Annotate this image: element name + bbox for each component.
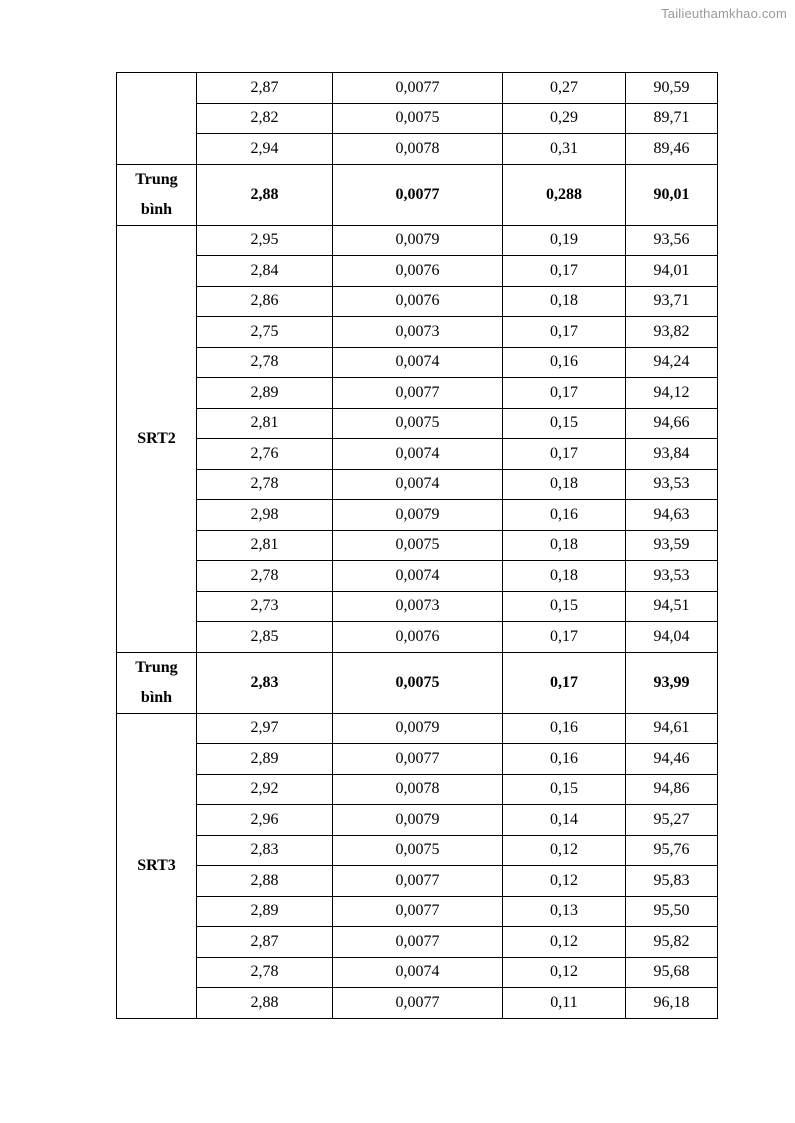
average-value-cell: 0,288: [503, 164, 626, 225]
table-row: [117, 286, 718, 317]
value-cell: 0,31: [503, 134, 626, 165]
average-value-cell: 90,01: [626, 164, 718, 225]
value-cell: 2,83: [197, 835, 333, 866]
value-cell: 0,17: [503, 378, 626, 409]
value-cell: 95,83: [626, 866, 718, 897]
value-cell: 95,50: [626, 896, 718, 927]
value-cell: 94,24: [626, 347, 718, 378]
value-cell: 94,61: [626, 713, 718, 744]
value-cell: 0,15: [503, 408, 626, 439]
value-cell: 94,01: [626, 256, 718, 287]
average-value-cell: 2,83: [197, 652, 333, 713]
value-cell: 2,78: [197, 561, 333, 592]
value-cell: 0,17: [503, 256, 626, 287]
watermark-text: Tailieuthamkhao.com: [661, 6, 787, 21]
value-cell: 0,12: [503, 957, 626, 988]
average-label-line2: bình: [140, 688, 173, 706]
value-cell: 0,0077: [333, 896, 503, 927]
value-cell: 89,71: [626, 103, 718, 134]
value-cell: 0,18: [503, 286, 626, 317]
table-row: [117, 744, 718, 775]
value-cell: 0,0076: [333, 256, 503, 287]
value-cell: 94,51: [626, 591, 718, 622]
value-cell: 90,59: [626, 73, 718, 104]
table-row: [117, 317, 718, 348]
value-cell: 2,76: [197, 439, 333, 470]
value-cell: 0,27: [503, 73, 626, 104]
table-row: [117, 378, 718, 409]
table-row: [117, 805, 718, 836]
group-label: SRT3: [117, 713, 197, 1018]
table-row: [117, 622, 718, 653]
value-cell: 0,0079: [333, 500, 503, 531]
value-cell: 95,27: [626, 805, 718, 836]
value-cell: 0,0074: [333, 957, 503, 988]
value-cell: 0,18: [503, 469, 626, 500]
table-row: [117, 530, 718, 561]
value-cell: 0,18: [503, 561, 626, 592]
value-cell: 89,46: [626, 134, 718, 165]
average-value-cell: 2,88: [197, 164, 333, 225]
average-value-cell: 0,17: [503, 652, 626, 713]
value-cell: 0,0077: [333, 378, 503, 409]
table-row: [117, 439, 718, 470]
value-cell: 0,0074: [333, 469, 503, 500]
value-cell: 0,0077: [333, 744, 503, 775]
value-cell: 94,66: [626, 408, 718, 439]
value-cell: 2,73: [197, 591, 333, 622]
value-cell: 0,12: [503, 927, 626, 958]
value-cell: 2,88: [197, 988, 333, 1019]
value-cell: 0,12: [503, 866, 626, 897]
value-cell: 2,82: [197, 103, 333, 134]
value-cell: 0,0075: [333, 530, 503, 561]
value-cell: 93,59: [626, 530, 718, 561]
average-label: [117, 652, 197, 713]
value-cell: 0,17: [503, 622, 626, 653]
group-label: [117, 73, 197, 165]
value-cell: 2,86: [197, 286, 333, 317]
table-row: [117, 866, 718, 897]
data-table: [116, 72, 718, 1019]
table-row: [117, 408, 718, 439]
table-row: [117, 988, 718, 1019]
value-cell: 0,0079: [333, 713, 503, 744]
value-cell: 2,94: [197, 134, 333, 165]
value-cell: 0,15: [503, 774, 626, 805]
value-cell: 93,84: [626, 439, 718, 470]
value-cell: 0,0074: [333, 347, 503, 378]
table-row: [117, 713, 718, 744]
value-cell: 0,0075: [333, 408, 503, 439]
value-cell: 2,78: [197, 469, 333, 500]
value-cell: 93,53: [626, 469, 718, 500]
value-cell: 0,16: [503, 347, 626, 378]
value-cell: 2,85: [197, 622, 333, 653]
value-cell: 2,81: [197, 408, 333, 439]
average-row: [117, 652, 718, 713]
value-cell: 0,0073: [333, 591, 503, 622]
average-label: [117, 164, 197, 225]
value-cell: 0,19: [503, 225, 626, 256]
value-cell: 2,96: [197, 805, 333, 836]
value-cell: 0,11: [503, 988, 626, 1019]
value-cell: 0,0077: [333, 866, 503, 897]
value-cell: 0,13: [503, 896, 626, 927]
value-cell: 0,0077: [333, 927, 503, 958]
average-label-line1: Trung: [135, 658, 178, 676]
average-label-line1: Trung: [135, 170, 178, 188]
value-cell: 0,0078: [333, 134, 503, 165]
table-row: [117, 561, 718, 592]
table-row: [117, 469, 718, 500]
value-cell: 2,81: [197, 530, 333, 561]
table-row: [117, 73, 718, 104]
value-cell: 2,87: [197, 73, 333, 104]
average-value-cell: 93,99: [626, 652, 718, 713]
value-cell: 0,0074: [333, 439, 503, 470]
table-row: [117, 927, 718, 958]
value-cell: 2,75: [197, 317, 333, 348]
value-cell: 2,78: [197, 957, 333, 988]
value-cell: 0,0074: [333, 561, 503, 592]
value-cell: 93,82: [626, 317, 718, 348]
value-cell: 0,12: [503, 835, 626, 866]
value-cell: 96,18: [626, 988, 718, 1019]
value-cell: 95,76: [626, 835, 718, 866]
value-cell: 2,89: [197, 378, 333, 409]
average-row: [117, 164, 718, 225]
value-cell: 0,16: [503, 500, 626, 531]
value-cell: 95,82: [626, 927, 718, 958]
value-cell: 0,0073: [333, 317, 503, 348]
table-row: [117, 896, 718, 927]
average-label-line2: bình: [140, 200, 173, 218]
value-cell: 0,0076: [333, 622, 503, 653]
value-cell: 2,97: [197, 713, 333, 744]
value-cell: 0,17: [503, 439, 626, 470]
value-cell: 2,78: [197, 347, 333, 378]
value-cell: 93,56: [626, 225, 718, 256]
value-cell: 2,89: [197, 896, 333, 927]
value-cell: 0,0076: [333, 286, 503, 317]
value-cell: 0,14: [503, 805, 626, 836]
table-row: [117, 957, 718, 988]
average-value-cell: 0,0075: [333, 652, 503, 713]
value-cell: 94,04: [626, 622, 718, 653]
table-row: [117, 134, 718, 165]
value-cell: 94,63: [626, 500, 718, 531]
value-cell: 2,87: [197, 927, 333, 958]
value-cell: 0,0075: [333, 835, 503, 866]
table-row: [117, 347, 718, 378]
value-cell: 2,92: [197, 774, 333, 805]
table-row: [117, 500, 718, 531]
value-cell: 0,16: [503, 713, 626, 744]
value-cell: 94,86: [626, 774, 718, 805]
table-row: [117, 591, 718, 622]
table-body: [117, 73, 718, 1019]
value-cell: 0,15: [503, 591, 626, 622]
value-cell: 94,46: [626, 744, 718, 775]
average-value-cell: 0,0077: [333, 164, 503, 225]
value-cell: 2,98: [197, 500, 333, 531]
value-cell: 0,0078: [333, 774, 503, 805]
table-row: [117, 225, 718, 256]
group-label: SRT2: [117, 225, 197, 652]
value-cell: 0,18: [503, 530, 626, 561]
table-row: [117, 835, 718, 866]
value-cell: 0,0075: [333, 103, 503, 134]
table-row: [117, 103, 718, 134]
value-cell: 93,71: [626, 286, 718, 317]
value-cell: 93,53: [626, 561, 718, 592]
value-cell: 2,84: [197, 256, 333, 287]
table-row: [117, 256, 718, 287]
value-cell: 0,0079: [333, 225, 503, 256]
value-cell: 95,68: [626, 957, 718, 988]
value-cell: 0,16: [503, 744, 626, 775]
value-cell: 0,0077: [333, 988, 503, 1019]
value-cell: 2,89: [197, 744, 333, 775]
value-cell: 94,12: [626, 378, 718, 409]
value-cell: 0,17: [503, 317, 626, 348]
value-cell: 2,95: [197, 225, 333, 256]
value-cell: 0,0077: [333, 73, 503, 104]
value-cell: 2,88: [197, 866, 333, 897]
value-cell: 0,29: [503, 103, 626, 134]
value-cell: 0,0079: [333, 805, 503, 836]
table-row: [117, 774, 718, 805]
